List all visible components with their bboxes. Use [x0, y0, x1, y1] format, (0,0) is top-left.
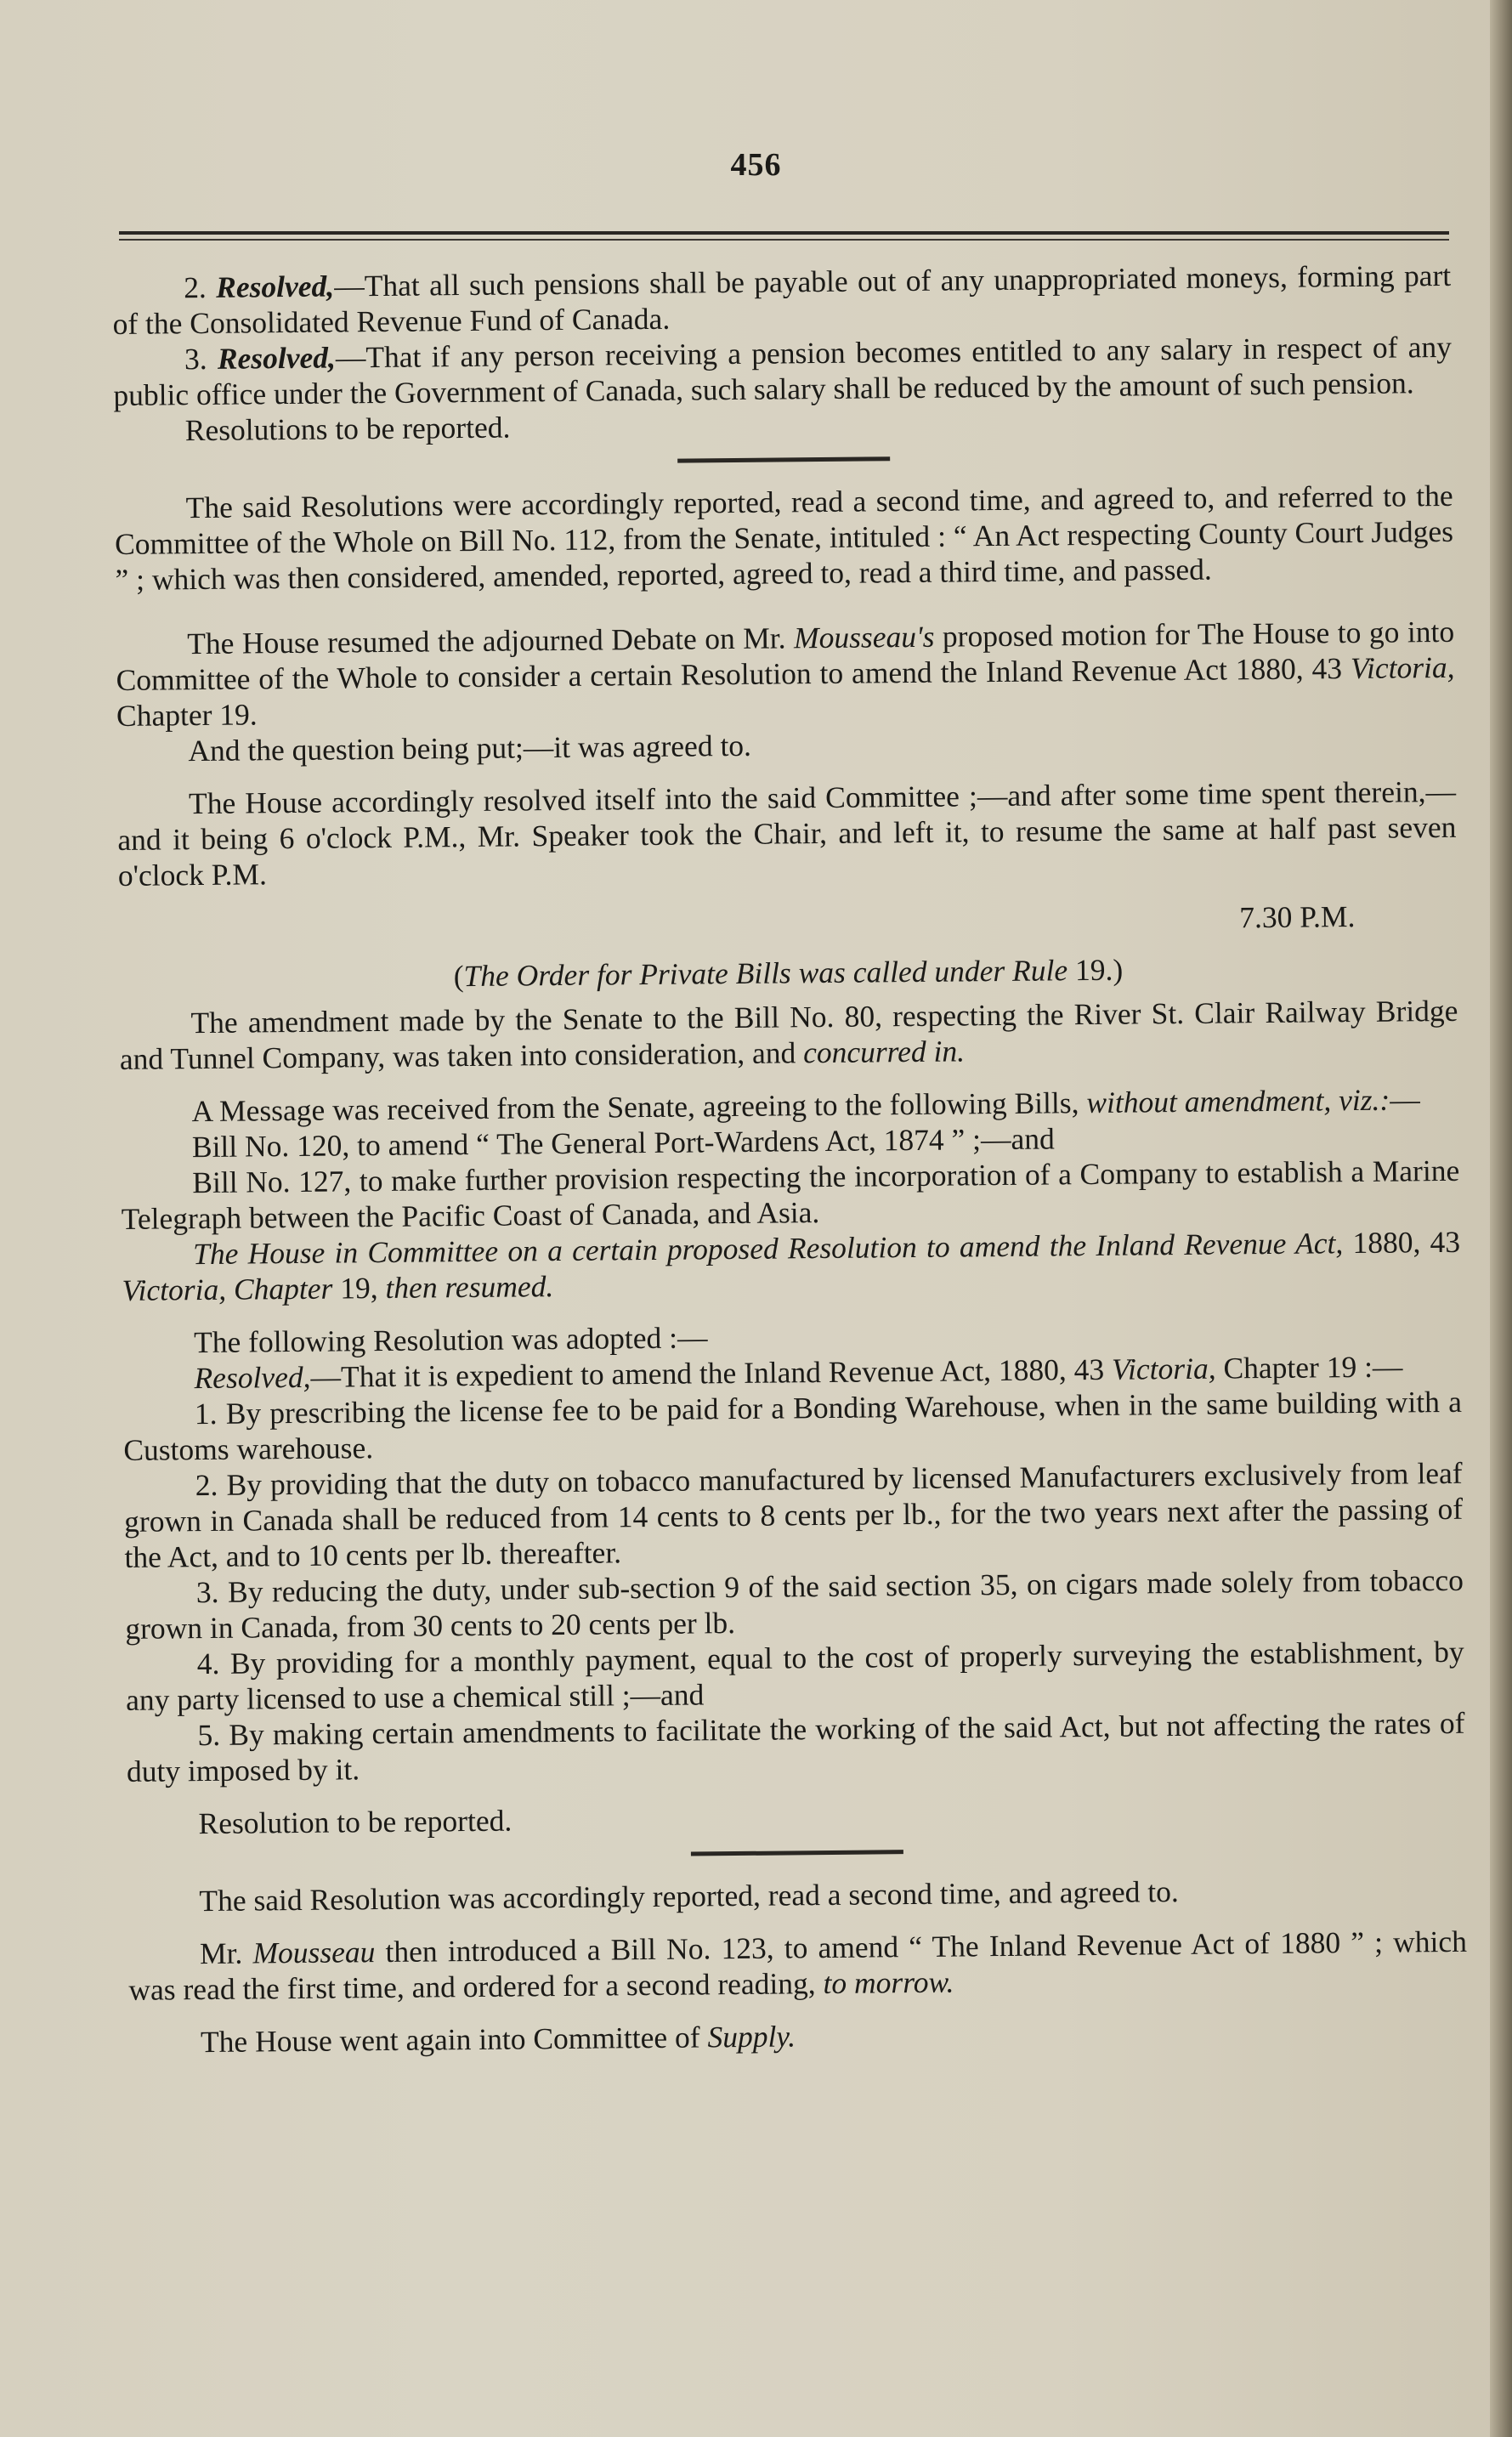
text-run: Chapter 19. [116, 697, 258, 733]
page-body [112, 258, 1468, 2060]
text-run: Resolution to be reported. [198, 1803, 512, 1841]
text-run: And the question being put;—it was agreed to. [188, 728, 752, 768]
list-item-3 [125, 1562, 1464, 1646]
text-run: The House in Committee on a certain proposed Resolution to amend the Inland Revenue Act, [192, 1226, 1344, 1272]
text-run: The said Resolution was accordingly reported, read a second time, and agreed to. [199, 1874, 1179, 1918]
text-run: The amendment made by the Senate to the Bill No. 80, respecting the River St. Clair Railway Bridge and Tunnel Company, was taken into consideration, and [119, 993, 1458, 1076]
time-marker [118, 898, 1457, 946]
text-run: 4. By providing for a monthly payment, equal to the cost of properly surveying the establishment, by any party licensed to use a chemical still ;—and [125, 1634, 1464, 1717]
text-run: —That it is expedient to amend the Inland Revenue Act, 1880, 43 [310, 1352, 1113, 1394]
page-edge-shadow [1490, 0, 1512, 2437]
text-run: The House resumed the adjourned Debate on Mr. [187, 621, 795, 661]
paragraph-resolved-into-committee [117, 774, 1457, 893]
text-run: 3. [184, 341, 218, 377]
paragraph-resolved-2 [112, 258, 1452, 342]
text-run: Chapter 19 :— [1215, 1349, 1403, 1386]
text-run: then introduced a Bill No. 123, to amend “ The Inland Revenue Act of 1880 ” ; which was read the first time, and ordered for a second reading, [128, 1924, 1468, 2007]
text-run: — [1390, 1082, 1420, 1117]
text-run: 3. By reducing the duty, under sub-section 9 of the said section 35, on cigars made solely from tobacco grown in Canada, from 30 cents to 20 cents per lb. [125, 1562, 1464, 1646]
text-run: —That if any person receiving a pension becomes entitled to any salary in respect of any public office under the Government of Canada, such salary shall be reduced by the amount of such pension. [113, 329, 1453, 412]
section-divider [690, 1850, 903, 1856]
text-run: The said Resolutions were accordingly reported, read a second time, and agreed to, and referred to the Committee of the Whole on Bill No. 112, from the Senate, intituled : “ An Act respecting County Court Judges ” ; which was then considered, amended, reported, agreed to, read a third time, and passed. [114, 478, 1454, 597]
paragraph-committee-of-supply [129, 2012, 1468, 2060]
paragraph-resolution-reported-read [127, 1871, 1466, 1919]
text-run: 1880, 43 [1343, 1224, 1461, 1261]
text-run: The House went again into Committee of [200, 2020, 708, 2060]
text-run: A Message was received from the Senate, agreeing to the following Bills, [191, 1085, 1087, 1129]
text-run: 1. By prescribing the license fee to be paid for a Bonding Warehouse, when in the same building with a Customs warehouse. [123, 1384, 1463, 1467]
text-run: Victoria, [1350, 649, 1455, 686]
header-double-rule [119, 231, 1449, 243]
text-run: 2. [184, 269, 217, 305]
text-run: concurred in. [802, 1034, 966, 1070]
page-number: 456 [730, 147, 782, 183]
text-run: then resumed. [385, 1269, 554, 1305]
text-run: 5. By making certain amendments to facilitate the working of the said Act, but not affecting the rates of duty imposed by it. [126, 1705, 1465, 1788]
list-item-1 [123, 1384, 1463, 1468]
text-run: Supply. [707, 2019, 796, 2054]
paragraph-order-private-bills [119, 949, 1458, 997]
paragraph-resolution-reported [127, 1794, 1465, 1842]
text-run: The Order for Private Bills was called under Rule [463, 953, 1068, 994]
text-run: to morrow. [823, 1964, 954, 2001]
text-run: Resolved, [217, 340, 337, 376]
text-run: Mousseau's [793, 619, 935, 655]
text-run: The following Resolution was adopted :— [193, 1320, 708, 1360]
text-run: Mr. [199, 1935, 253, 1971]
section-divider [677, 456, 890, 462]
text-run: 19, [332, 1270, 386, 1306]
text-run: 19.) [1067, 952, 1124, 988]
paragraph-bill-123 [128, 1924, 1468, 2008]
list-item-4 [126, 1634, 1465, 1718]
text-run: 7.30 P.M. [1239, 898, 1356, 935]
text-run: ( [453, 959, 464, 994]
list-item-5 [126, 1705, 1465, 1789]
text-run: Victoria, Chapter [122, 1271, 333, 1307]
text-run: Mousseau [252, 1935, 376, 1970]
text-run: without amendment, viz.: [1086, 1082, 1390, 1120]
paragraph-adjourned-debate [116, 614, 1455, 734]
text-run: Resolved, [216, 269, 335, 304]
paragraph-bill-127 [121, 1153, 1460, 1237]
list-item-2 [124, 1455, 1464, 1575]
text-run: Resolved, [194, 1359, 311, 1396]
text-run: Bill No. 127, to make further provision respecting the incorporation of a Company to establish a Marine Telegraph between the Pacific Coast of Canada, and Asia. [121, 1153, 1460, 1236]
paragraph-resolved-3 [113, 329, 1453, 413]
paragraph-house-in-committee [122, 1224, 1461, 1308]
paragraph-resolutions-reported-read [114, 478, 1453, 598]
text-run: proposed motion for The House to go into Committee of the Whole to consider a certain Resolution to amend the Inland Revenue Act 1880, 43 [116, 614, 1455, 697]
paragraph-senate-amendment-bill-80 [119, 993, 1458, 1077]
text-run: Victoria, [1111, 1351, 1216, 1386]
text-run: Resolutions to be reported. [184, 410, 511, 448]
text-run: —That all such pensions shall be payable out of any unappropriated moneys, forming part of the Consolidated Revenue Fund of Canada. [112, 258, 1452, 341]
text-run: The House accordingly resolved itself into the said Committee ;—and after some time spent therein,—and it being 6 o'clock P.M., Mr. Speaker took the Chair, and left it, to resume the same at half past seven o'clock P.M. [117, 774, 1457, 893]
text-run: Bill No. 120, to amend “ The General Port-Wardens Act, 1874 ” ;—and [191, 1121, 1055, 1165]
text-run: 2. By providing that the duty on tobacco manufactured by licensed Manufacturers exclusively from leaf grown in Canada shall be reduced from 14 cents to 8 cents per lb., for the two years next after the passing of the Act, and to 10 cents per lb. thereafter. [123, 1455, 1464, 1574]
